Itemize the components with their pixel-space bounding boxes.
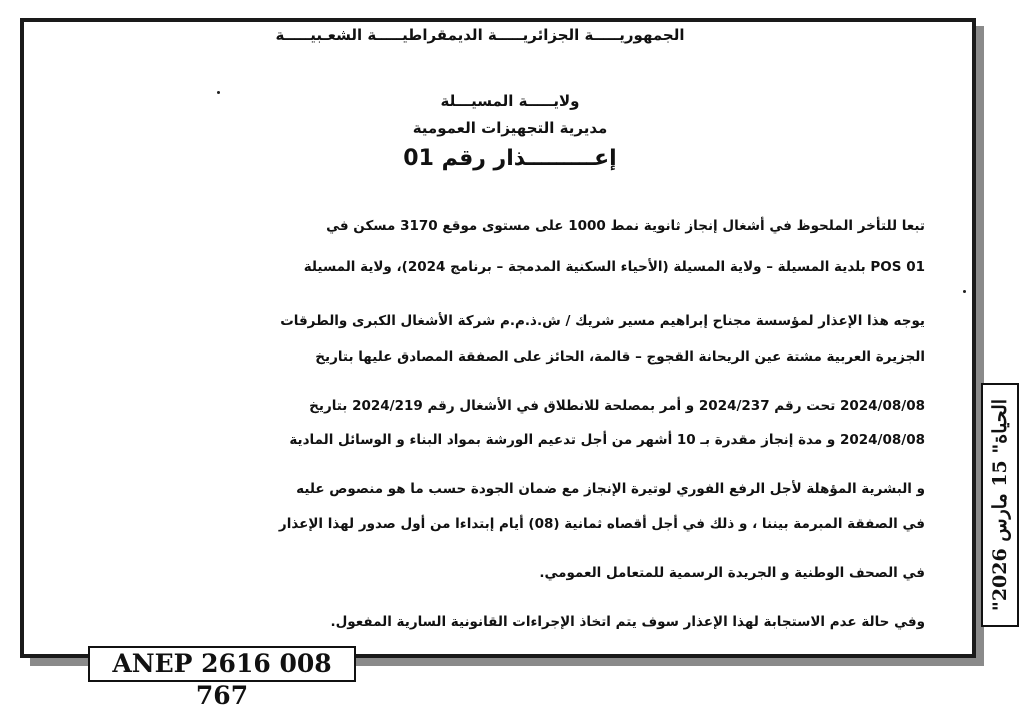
- speck: [217, 91, 220, 94]
- republic-header: الجمهوريـــــة الجزائريـــــة الديمقراطيـــــة الشعـبيـــــة: [275, 26, 685, 44]
- body-line: في الصحف الوطنية و الجريدة الرسمية للمتعامل العمومي.: [539, 565, 925, 581]
- body-line: يوجه هذا الإعذار لمؤسسة مجناح إبراهيم مسير شريك / ش.ذ.م.م شركة الأشغال الكبرى والطرقات: [280, 313, 925, 329]
- body-line: 2024/08/08 و مدة إنجاز مقدرة بـ 10 أشهر من أجل تدعيم الورشة بمواد البناء و الوسائل المادية: [289, 432, 925, 448]
- body-line: 2024/08/08 تحت رقم 2024/237 و أمر بمصلحة للانطلاق في الأشغال رقم 2024/219 بتاريخ: [309, 398, 925, 414]
- body-line: و البشرية المؤهلة لأجل الرفع الفوري لوتيرة الإنجاز مع ضمان الجودة حسب ما هو منصوص عليه: [296, 481, 925, 497]
- body-line: تبعا للتأخر الملحوظ في أشغال إنجاز ثانوية نمط 1000 على مستوى موقع 3170 مسكن في: [326, 218, 925, 234]
- directorate-name: مديرية التجهيزات العمومية: [412, 119, 608, 137]
- body-line: في الصفقة المبرمة بيننا ، و ذلك في أجل أقصاه ثمانية (08) أيام إبتداءا من أول صدور لهذا الإعذار: [278, 516, 925, 532]
- wilaya-name: ولايـــــة المسيـــلة: [440, 92, 580, 110]
- notice-title: إعـــــــــذار رقم 01: [403, 146, 617, 171]
- newspaper-stamp-text: "الحياة" 15 مارس 2026: [989, 398, 1011, 612]
- body-line: POS 01 بلدية المسيلة – ولاية المسيلة (الأحياء السكنية المدمجة – برنامج 2024)، ولاية المسيلة: [303, 259, 925, 275]
- speck: [963, 290, 966, 293]
- body-line: وفي حالة عدم الاستجابة لهذا الإعذار سوف يتم اتخاذ الإجراءات القانونية السارية المفعول.: [330, 614, 925, 630]
- notice-frame: [20, 18, 976, 658]
- newspaper-stamp: [981, 383, 1019, 627]
- anep-stamp: ANEP 2616 008 767: [88, 646, 356, 682]
- body-line: الجزيرة العربية مشتة عين الريحانة القجوج – قالمة، الحائز على الصفقة المصادق عليها بتاريخ: [315, 349, 925, 365]
